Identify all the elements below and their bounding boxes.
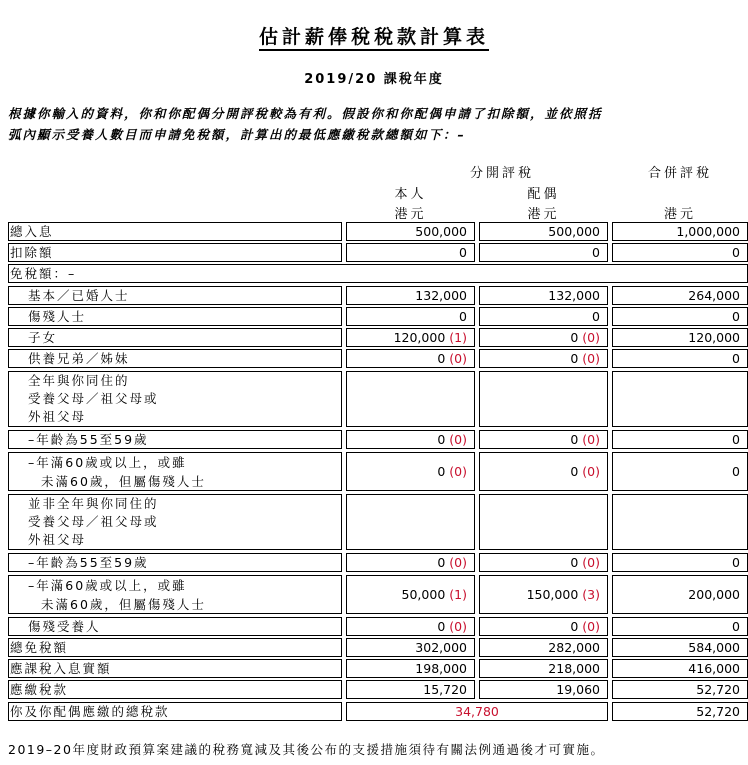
spouse-cell	[479, 349, 608, 368]
spouse-cell	[479, 243, 608, 262]
row-label-line: 受養父母／祖父母或	[28, 514, 159, 529]
spouse-value: 0	[570, 351, 579, 366]
spouse-cell	[479, 430, 608, 449]
spouse-value: 218,000	[548, 661, 600, 676]
joint-value: 264,000	[688, 288, 740, 303]
joint-value: 416,000	[688, 661, 740, 676]
page-subtitle: 2019/20 課稅年度	[304, 72, 444, 87]
spouse-dependant-count: (0)	[582, 330, 600, 345]
self-value: 500,000	[415, 224, 467, 239]
row-label: 免稅額：–	[10, 266, 77, 281]
joint-cell	[612, 371, 748, 427]
joint-cell	[612, 307, 748, 326]
self-dependant-count: (0)	[449, 351, 467, 366]
self-cell	[346, 575, 475, 614]
spouse-cell	[479, 553, 608, 572]
self-cell	[346, 638, 475, 657]
spouse-cell	[479, 680, 608, 699]
self-cell	[346, 659, 475, 678]
combined-tax-cell: 34,780	[346, 702, 608, 721]
spouse-value: 500,000	[548, 224, 600, 239]
col-header-joint: 合併評稅	[647, 166, 712, 181]
self-cell	[346, 243, 475, 262]
row-label-line: –年滿60歲或以上，或雖	[28, 455, 187, 470]
joint-cell	[612, 494, 748, 550]
spouse-value: 132,000	[548, 288, 600, 303]
spouse-value: 282,000	[548, 640, 600, 655]
col-header-separate: 分開評稅	[469, 166, 534, 181]
spouse-cell	[479, 307, 608, 326]
spouse-value: 0	[570, 330, 579, 345]
spouse-dependant-count: (0)	[582, 555, 600, 570]
joint-cell	[612, 328, 748, 347]
row-label-line: 全年與你同住的	[28, 373, 130, 388]
joint-value: 120,000	[688, 330, 740, 345]
row-label-box	[8, 328, 342, 347]
self-cell	[346, 680, 475, 699]
joint-cell: 52,720	[612, 702, 748, 721]
joint-cell	[612, 222, 748, 241]
spouse-dependant-count: (0)	[582, 464, 600, 479]
spouse-cell	[479, 452, 608, 491]
spouse-value: 150,000	[526, 587, 579, 602]
joint-cell	[612, 680, 748, 699]
self-cell	[346, 328, 475, 347]
self-value: 0	[459, 309, 467, 324]
self-value: 120,000	[393, 330, 446, 345]
self-value: 15,720	[423, 682, 467, 697]
spouse-cell	[479, 617, 608, 636]
col-header-hkd-self: 港元	[394, 207, 427, 222]
spouse-cell	[479, 659, 608, 678]
self-value: 0	[437, 555, 446, 570]
spouse-value: 0	[592, 309, 600, 324]
self-cell	[346, 286, 475, 305]
self-value: 302,000	[415, 640, 467, 655]
spouse-cell	[479, 638, 608, 657]
spouse-dependant-count: (0)	[582, 351, 600, 366]
row-label-box	[8, 222, 342, 241]
row-label: 總免稅額	[10, 640, 69, 655]
joint-value: 0	[732, 464, 740, 479]
joint-cell	[612, 659, 748, 678]
row-label-line: 未滿60歲，但屬傷殘人士	[41, 597, 206, 612]
row-label-line: –年滿60歲或以上，或雖	[28, 578, 187, 593]
self-dependant-count: (1)	[449, 587, 467, 602]
spouse-value: 19,060	[556, 682, 600, 697]
row-label: 總入息	[10, 224, 54, 239]
self-value: 0	[437, 432, 446, 447]
self-value: 0	[459, 245, 467, 260]
self-cell	[346, 349, 475, 368]
col-header-hkd-spouse: 港元	[527, 207, 560, 222]
joint-value: 52,720	[696, 682, 740, 697]
self-dependant-count: (0)	[449, 464, 467, 479]
joint-value: 200,000	[688, 587, 740, 602]
row-label-line: 並非全年與你同住的	[28, 496, 159, 511]
spouse-value: 0	[570, 555, 579, 570]
joint-cell	[612, 553, 748, 572]
self-value: 0	[437, 464, 446, 479]
self-value: 50,000	[401, 587, 446, 602]
row-label: 應課稅入息實額	[10, 661, 112, 676]
page-title: 估計薪俸稅稅款計算表	[0, 22, 748, 49]
row-label-box	[8, 264, 748, 283]
spouse-cell	[479, 286, 608, 305]
row-label: 傷殘人士	[28, 309, 87, 324]
self-value: 198,000	[415, 661, 467, 676]
spouse-value: 0	[570, 464, 579, 479]
joint-value: 584,000	[688, 640, 740, 655]
joint-value: 0	[732, 351, 740, 366]
joint-cell	[612, 617, 748, 636]
spouse-value: 0	[570, 619, 579, 634]
spouse-cell	[479, 494, 608, 550]
col-header-self: 本人	[394, 187, 427, 202]
row-label-line: 受養父母／祖父母或	[28, 391, 159, 406]
col-header-hkd-joint: 港元	[663, 207, 696, 222]
row-label: 供養兄弟／姊妹	[28, 351, 130, 366]
joint-value: 1,000,000	[676, 224, 740, 239]
row-label: 傷殘受養人	[28, 619, 101, 634]
spouse-cell	[479, 328, 608, 347]
row-label: 你及你配偶應繳的總稅款	[10, 704, 170, 719]
joint-cell	[612, 638, 748, 657]
row-label-line: 外祖父母	[28, 409, 87, 424]
spouse-dependant-count: (0)	[582, 619, 600, 634]
row-label: –年齡為55至59歲	[28, 555, 149, 570]
joint-value: 0	[732, 619, 740, 634]
self-cell	[346, 617, 475, 636]
self-cell	[346, 371, 475, 427]
spouse-value: 0	[570, 432, 579, 447]
joint-cell	[612, 575, 748, 614]
self-dependant-count: (1)	[449, 330, 467, 345]
col-header-spouse: 配偶	[527, 187, 560, 202]
joint-value: 0	[732, 555, 740, 570]
spouse-dependant-count: (0)	[582, 432, 600, 447]
row-label: –年齡為55至59歲	[28, 432, 149, 447]
self-cell	[346, 553, 475, 572]
self-dependant-count: (0)	[449, 432, 467, 447]
self-dependant-count: (0)	[449, 555, 467, 570]
spouse-dependant-count: (3)	[582, 587, 600, 602]
spouse-value: 0	[592, 245, 600, 260]
joint-cell	[612, 243, 748, 262]
row-label: 扣除額	[10, 245, 54, 260]
row-label: 基本／已婚人士	[28, 288, 130, 303]
self-cell	[346, 222, 475, 241]
self-value: 0	[437, 351, 446, 366]
intro-line-2: 弧內顯示受養人數目而申請免稅額，計算出的最低應繳稅款總額如下：–	[8, 127, 466, 142]
spouse-cell	[479, 575, 608, 614]
joint-cell	[612, 286, 748, 305]
joint-cell	[612, 430, 748, 449]
spouse-cell	[479, 371, 608, 427]
self-cell	[346, 494, 475, 550]
self-cell	[346, 430, 475, 449]
self-cell	[346, 452, 475, 491]
joint-cell	[612, 349, 748, 368]
self-value: 132,000	[415, 288, 467, 303]
joint-cell	[612, 452, 748, 491]
joint-value: 0	[732, 432, 740, 447]
intro-text	[8, 103, 746, 145]
footer-note: 2019–20年度財政預算案建議的稅務寬減及其後公布的支援措施須待有關法例通過後才可實施。	[8, 742, 605, 757]
self-dependant-count: (0)	[449, 619, 467, 634]
row-label: 應繳稅款	[10, 682, 69, 697]
self-cell	[346, 307, 475, 326]
row-label: 子女	[28, 330, 58, 345]
intro-line-1: 根據你輸入的資料，你和你配偶分開評稅較為有利。假設你和你配偶申請了扣除額，並依照括	[8, 106, 603, 121]
spouse-cell	[479, 222, 608, 241]
self-value: 0	[437, 619, 446, 634]
joint-value: 0	[732, 245, 740, 260]
row-label-line: 未滿60歲，但屬傷殘人士	[41, 474, 206, 489]
joint-value: 0	[732, 309, 740, 324]
row-label-box	[8, 243, 342, 262]
row-label-line: 外祖父母	[28, 532, 87, 547]
